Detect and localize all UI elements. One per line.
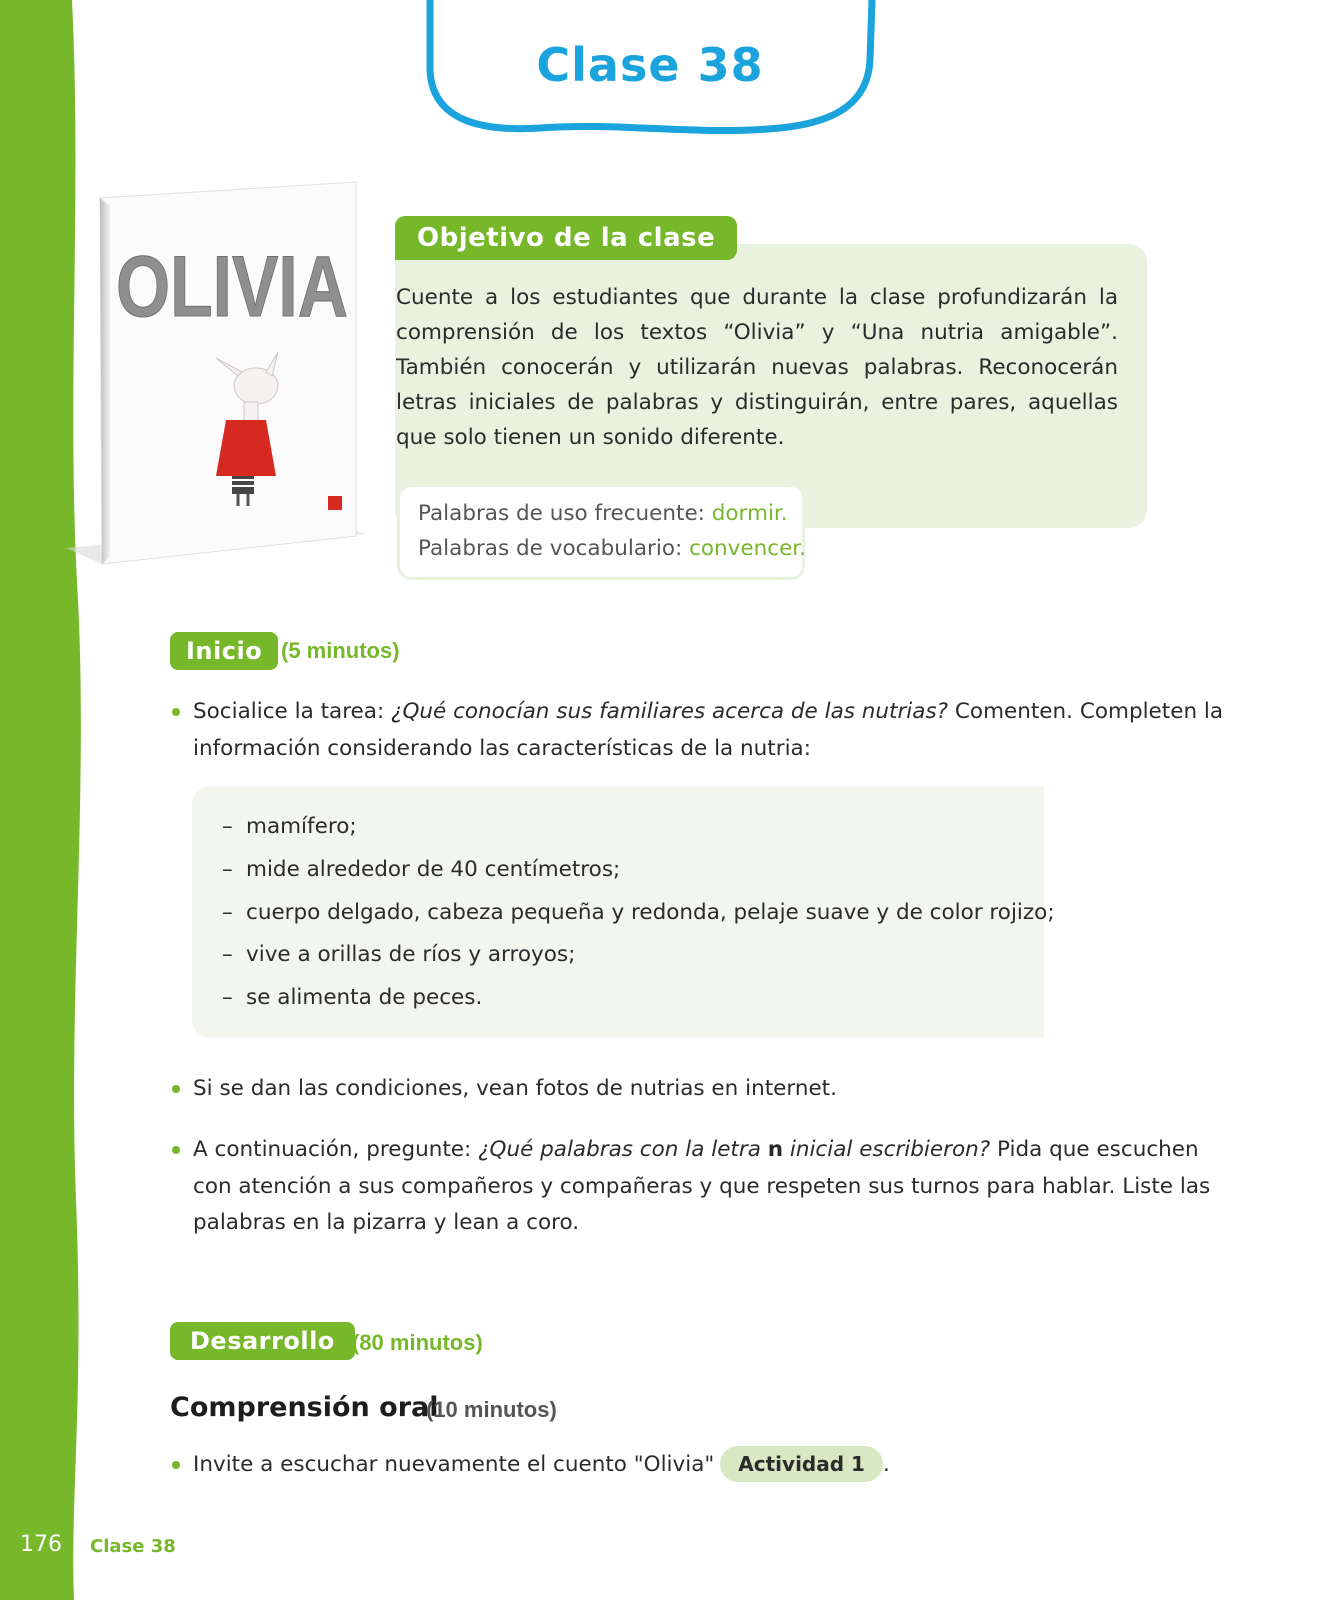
vocabulary-words-line [418,534,806,564]
subsection-title: Comprensión oral [170,1392,439,1423]
list-item: – vive a orillas de ríos y arroyos; [222,942,576,967]
bullet-3-line-3: palabras en la pizarra y lean a coro. [193,1210,580,1235]
activity-badge: Actividad 1 [720,1446,883,1482]
inicio-bullet-3 [193,1132,1211,1242]
bullet-3-prefix: A continuación, pregunte: [193,1137,479,1162]
bullet-1-question: ¿Qué conocían sus familiares acerca de las nutrias? [391,699,949,724]
objective-tag: Objetivo de la clase [395,216,737,260]
desarrollo-time: (80 minutos) [352,1330,483,1355]
desarrollo-tag: Desarrollo [170,1322,355,1360]
class-title: Clase 38 [536,38,764,92]
desarrollo-bullet-1 [193,1446,890,1484]
bullet-3-line-2: con atención a sus compañeros y compañeras y que respeten sus turnos para hablar. Liste las [193,1173,1211,1199]
bullet-3-question-a: ¿Qué palabras con la letra [478,1137,768,1162]
inicio-bullet-1 [193,694,1224,767]
frequent-word: dormir. [711,501,788,526]
vocabulary-words-label: Palabras de vocabulario: [418,536,690,561]
list-item-text: se alimenta de peces. [246,985,483,1010]
footer-label: Clase 38 [90,1536,176,1557]
desarrollo-bullet-1-text: Invite a escuchar nuevamente el cuento "Olivia" [193,1452,715,1477]
list-item: – se alimenta de peces. [222,985,483,1010]
bullet-3-question-b: inicial escribieron? [783,1137,991,1162]
bullet-1-line-2: información considerando las características de la nutria: [193,735,811,761]
book-cover-image [66,176,366,576]
inicio-bullet-2: Si se dan las condiciones, vean fotos de nutrias en internet. [193,1076,837,1101]
objective-text: Cuente a los estudiantes que durante la clase profundizarán la comprensión de los textos “Olivia” y “Una nutria amigable”. También conocerán y utilizarán nuevas palabras. Reconocerán letras iniciales de palabras y distinguirán, entre pares, aquellas que solo tienen un sonido diferente. [396,285,1118,450]
inicio-time: (5 minutos) [281,638,400,663]
list-item-text: mide alrededor de 40 centímetros; [246,857,621,882]
bullet-1-rest: Comenten. Completen la [948,699,1224,724]
bullet-dot [172,1146,180,1154]
bullet-dot [172,1461,180,1469]
inicio-tag: Inicio [170,632,278,670]
list-item-text: mamífero; [246,814,357,839]
frequent-words-label: Palabras de uso frecuente: [418,501,712,526]
bullet-dot [172,708,180,716]
svg-text:OLIVIA: OLIVIA [116,239,348,335]
subsection-time: (10 minutos) [426,1397,557,1422]
bullet-dot [172,1085,180,1093]
list-item-text: cuerpo delgado, cabeza pequeña y redonda, pelaje suave y de color rojizo; [246,900,1055,925]
vocabulary-word: convencer. [689,536,807,561]
list-item: – cuerpo delgado, cabeza pequeña y redonda, pelaje suave y de color rojizo; [222,900,1055,925]
list-item: – mamífero; [222,814,357,839]
bullet-3-rest: Pida que escuchen [990,1137,1199,1162]
bullet-3-letter: n [767,1137,784,1162]
page-number: 176 [20,1532,62,1557]
list-item-text: vive a orillas de ríos y arroyos; [246,942,576,967]
frequent-words-line [418,499,788,529]
bullet-1-prefix: Socialice la tarea: [193,699,392,724]
list-item: – mide alrededor de 40 centímetros; [222,857,621,882]
desarrollo-bullet-1-end: . [882,1452,890,1477]
